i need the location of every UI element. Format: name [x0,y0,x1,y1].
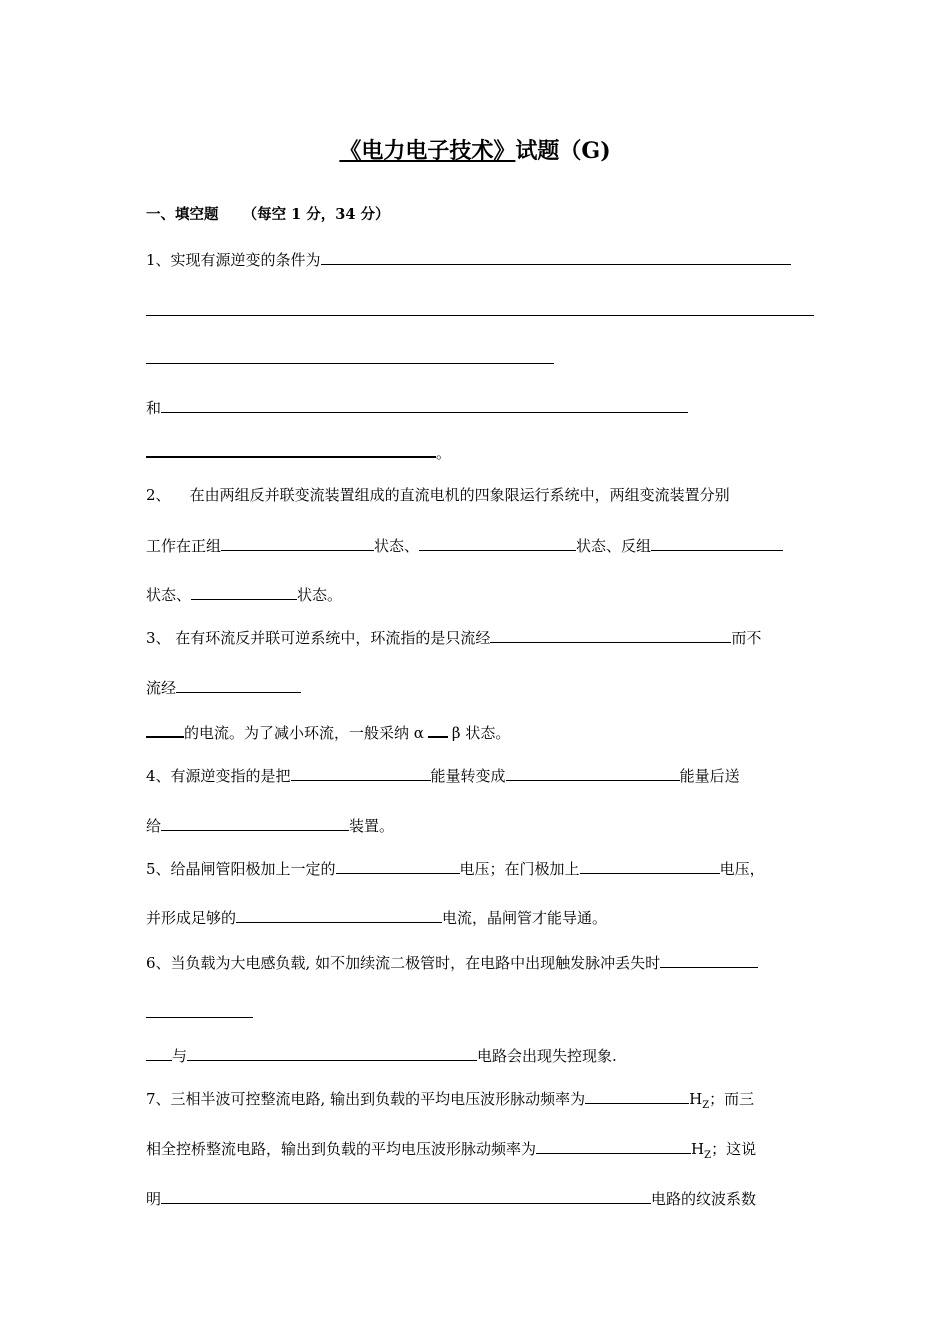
question-2-line-3 [146,584,342,605]
title-course-name: 《电力电子技术》 [339,138,516,164]
q6-text-1: 6、当负载为大电感负载, 如不加续流二极管时，在电路中出现触发脉冲丢失时 [146,954,661,972]
q1-blank-4[interactable] [161,397,688,413]
q5-blank-2[interactable] [580,858,720,874]
q3-text-3b: β 状态。 [451,724,511,742]
question-1-line-1 [146,249,791,270]
question-4-line-2 [146,815,394,836]
q3-blank-2[interactable] [176,677,301,693]
section-title: 一、填空题 [146,206,219,223]
question-4-line-1 [146,765,740,786]
q5-blank-1[interactable] [336,858,460,874]
question-3-line-3 [146,721,510,743]
q4-blank-2[interactable] [506,765,680,781]
q6-blank-2[interactable] [146,1017,253,1018]
q2-text-3b: 状态。 [297,586,343,604]
q3-blank-1[interactable] [490,627,731,643]
q1-blank-2[interactable] [146,315,814,316]
q2-text-1: 2、 在由两组反并联变流装置组成的直流电机的四象限运行系统中，两组变流装置分别 [146,486,730,504]
q1-and: 和 [146,399,162,417]
q4-blank-3[interactable] [161,815,349,831]
q7-blank-2[interactable] [536,1138,691,1154]
q6-text-3a: 与 [172,1047,188,1065]
q1-prompt: 1、实现有源逆变的条件为 [146,251,321,269]
q4-text-1c: 能量后送 [679,767,740,785]
q7-text-2b: ；这说 [711,1140,757,1158]
q1-blank-1[interactable] [321,249,791,265]
q5-text-1a: 5、给晶闸管阳极加上一定的 [146,860,336,878]
section-heading [146,205,390,225]
title-rest: 试题（G) [515,138,611,164]
q1-end: 。 [436,444,452,462]
q6-blank-4[interactable] [187,1045,477,1061]
q7-unit-2: $H_Z$ [691,1140,712,1161]
question-5-line-1 [146,858,765,879]
q6-blank-1[interactable] [660,952,758,968]
q5-text-2b: 电流，晶闸管才能导通。 [442,909,608,927]
question-5-line-2 [146,907,607,928]
q7-text-3a: 明 [146,1190,162,1208]
q6-text-3b: 电路会出现失控现象. [477,1047,617,1065]
q7-text-1a: 7、三相半波可控整流电路, 输出到负载的平均电压波形脉动频率为 [146,1090,586,1108]
q4-text-2a: 给 [146,817,162,835]
q3-text-1b: 而不 [731,629,762,647]
question-6-line-3 [146,1045,617,1066]
q4-blank-1[interactable] [291,765,431,781]
q2-blank-1[interactable] [221,535,374,551]
q7-text-3b: 电路的纹波系数 [651,1190,757,1208]
q2-text-2a: 工作在正组 [146,537,222,555]
q3-text-1a: 3、 在有环流反并联可逆系统中，环流指的是只流经 [146,629,491,647]
question-1-line-4 [146,397,688,418]
q6-blank-3[interactable] [146,1045,172,1061]
q7-text-2a: 相全控桥整流电路，输出到负载的平均电压波形脉动频率为 [146,1140,537,1158]
q7-unit-1: $H_Z$ [689,1090,710,1111]
q7-blank-3[interactable] [161,1188,651,1204]
q7-blank-1[interactable] [585,1088,689,1104]
question-7-line-1 [146,1088,754,1116]
question-7-line-2 [146,1138,756,1166]
q7-text-1b: ；而三 [709,1090,755,1108]
q4-text-2b: 装置。 [349,817,395,835]
q2-text-2b: 状态、 [374,537,420,555]
page-title [0,137,950,165]
question-6-line-1 [146,952,758,973]
q1-blank-5[interactable] [146,441,436,458]
q5-text-1b: 电压；在门极加上 [459,860,580,878]
q2-blank-4[interactable] [191,584,297,600]
question-7-line-3 [146,1188,756,1209]
question-2-line-1 [146,485,730,505]
q1-blank-3[interactable] [146,363,554,364]
q5-text-2a: 并形成足够的 [146,909,237,927]
q2-blank-3[interactable] [651,535,783,551]
q3-blank-4[interactable] [428,721,448,738]
section-scoring-note: （每空 1 分，34 分） [242,206,390,223]
q4-text-1b: 能量转变成 [430,767,506,785]
q2-blank-2[interactable] [419,535,576,551]
q4-text-1a: 4、有源逆变指的是把 [146,767,291,785]
question-1-line-5 [146,441,451,463]
q2-text-3a: 状态、 [146,586,192,604]
question-2-line-2 [146,535,783,556]
q3-blank-3[interactable] [146,721,184,738]
question-3-line-2 [146,677,301,698]
q3-text-2: 流经 [146,679,177,697]
q5-text-1c: 电压， [719,860,765,878]
q2-text-2c: 状态、反组 [576,537,652,555]
q3-text-3a: 的电流。为了减小环流，一般采纳 α [184,724,424,742]
q5-blank-3[interactable] [236,907,442,923]
question-3-line-1 [146,627,761,648]
